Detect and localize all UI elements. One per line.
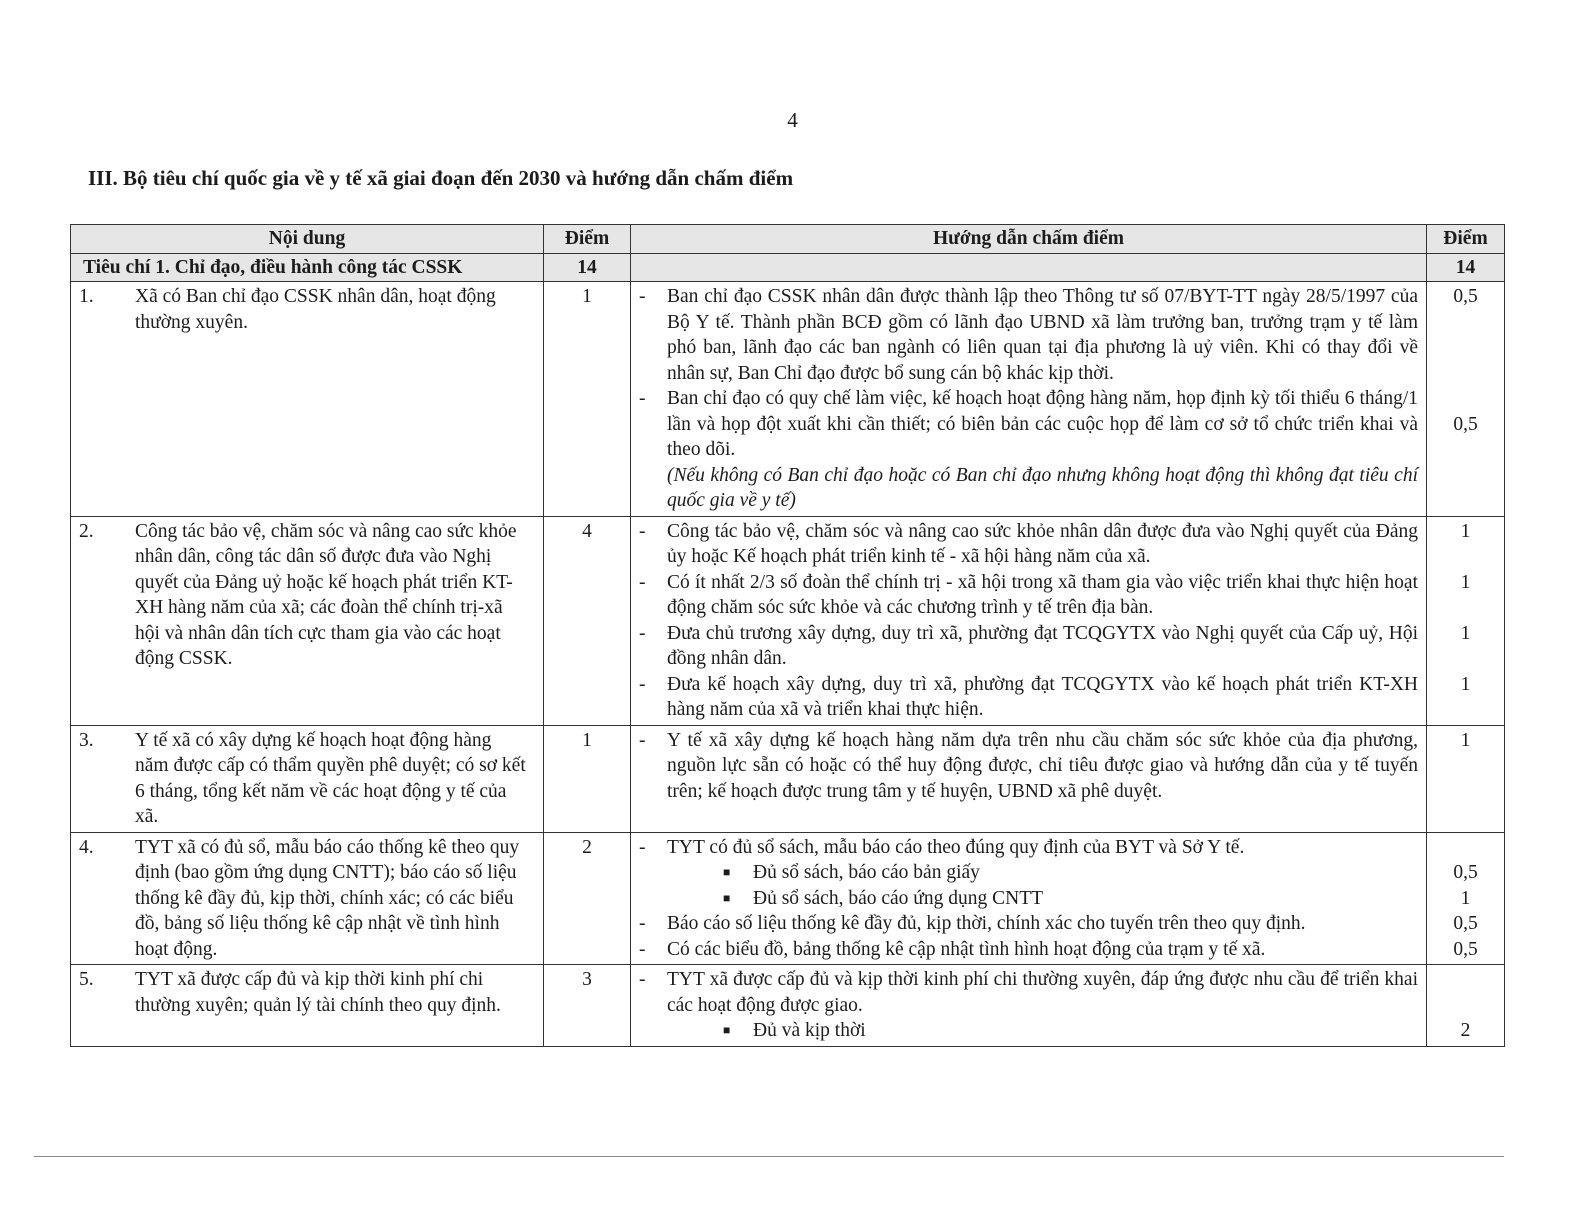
content-cell	[71, 516, 544, 725]
section-title: III. Bộ tiêu chí quốc gia về y tế xã giai đoạn đến 2030 và hướng dẫn chấm điểm	[88, 166, 794, 190]
item-text: Công tác bảo vệ, chăm sóc và nâng cao sức khỏe nhân dân, công tác dân số được đưa vào Nghị quyết của Đảng uỷ hoặc kế hoạch phát triển KT-XH hàng năm của xã; các đoàn thể chính trị-xã hội và nhân dân tích cực tham gia vào các hoạt động CSSK.	[135, 520, 517, 669]
guide-dash: -	[639, 969, 646, 990]
guide-sub-text: Đủ sổ sách, báo cáo bản giấy	[753, 862, 980, 883]
point-value	[1435, 967, 1496, 993]
guide-note: (Nếu không có Ban chỉ đạo hoặc có Ban chỉ đạo nhưng không hoạt động thì không đạt tiêu chí quốc gia về y tế)	[667, 464, 1418, 511]
point-value: 0,5	[1453, 413, 1478, 435]
item-text: Xã có Ban chỉ đạo CSSK nhân dân, hoạt động thường xuyên.	[135, 286, 496, 333]
guide-dash: -	[639, 622, 646, 644]
guide-item	[639, 570, 1418, 621]
content-item	[79, 728, 535, 830]
guide-item	[639, 672, 1418, 723]
guide-text: Công tác bảo vệ, chăm sóc và nâng cao sức khỏe nhân dân được đưa vào Nghị quyết của Đảng ủy hoặc Kế hoạch phát triển kinh tế - xã hội hàng năm của xã.	[667, 520, 1418, 567]
guide-item	[639, 835, 1418, 861]
guide-dash: -	[639, 520, 646, 542]
point-value: 1	[1460, 729, 1471, 751]
points-cell	[1427, 282, 1505, 517]
guide-item	[639, 728, 1418, 805]
guide-cell	[631, 832, 1427, 965]
guide-dash: -	[639, 571, 646, 593]
table-row	[71, 832, 1505, 965]
content-item	[79, 519, 535, 672]
point-value	[1435, 646, 1496, 672]
point-value: 0,5	[1453, 862, 1478, 883]
item-number: 4.	[79, 836, 94, 858]
item-number: 2.	[79, 520, 94, 542]
point-value: 1	[1460, 673, 1471, 695]
point-value	[1435, 310, 1496, 336]
table-row	[71, 725, 1505, 832]
point-value	[1435, 335, 1496, 361]
guide-dash: -	[639, 938, 646, 960]
point-value	[1435, 993, 1496, 1019]
table-row	[71, 516, 1505, 725]
point-value	[1435, 835, 1496, 861]
square-bullet-icon: ■	[723, 890, 731, 905]
guide-cell	[631, 516, 1427, 725]
point-value: 0,5	[1453, 938, 1478, 960]
point-value	[1435, 595, 1496, 621]
point-value	[1435, 361, 1496, 387]
item-number: 3.	[79, 729, 94, 751]
guide-item	[639, 967, 1418, 1018]
guide-sub-text: Đủ và kịp thời	[753, 1020, 866, 1041]
guide-text: Báo cáo số liệu thống kê đầy đủ, kịp thời, chính xác cho tuyến trên theo quy định.	[667, 913, 1306, 934]
criteria-table	[70, 224, 1505, 1047]
content-item	[79, 967, 535, 1018]
item-text: Y tế xã có xây dựng kế hoạch hoạt động hàng năm được cấp có thẩm quyền phê duyệt; có sơ kết 6 tháng, tổng kết năm về các hoạt động y tế của xã.	[135, 729, 526, 827]
guide-dash: -	[639, 286, 646, 307]
page-number: 4	[787, 108, 798, 132]
table-header-row	[71, 225, 1505, 254]
points-cell	[1427, 516, 1505, 725]
guide-dash: -	[639, 836, 646, 858]
score-cell: 4	[544, 516, 631, 725]
guide-item	[639, 386, 1418, 463]
content-cell	[71, 725, 544, 832]
header-guide-score: Điểm	[1427, 225, 1505, 254]
points-cell	[1427, 725, 1505, 832]
criterion-name: Tiêu chí 1. Chỉ đạo, điều hành công tác CSSK	[71, 253, 544, 282]
content-item	[79, 835, 535, 963]
content-cell	[71, 965, 544, 1047]
points-cell	[1427, 832, 1505, 965]
guide-item	[639, 284, 1418, 386]
header-guide: Hướng dẫn chấm điểm	[631, 225, 1427, 254]
guide-sub-text: Đủ sổ sách, báo cáo ứng dụng CNTT	[753, 887, 1044, 909]
item-number: 5.	[79, 969, 94, 990]
content-item	[79, 284, 535, 335]
guide-dash: -	[639, 673, 646, 695]
square-bullet-icon: ■	[723, 1023, 731, 1037]
item-text: TYT xã được cấp đủ và kịp thời kinh phí chi thường xuyên; quản lý tài chính theo quy định.	[135, 969, 501, 1016]
item-text: TYT xã có đủ sổ, mẫu báo cáo thống kê theo quy định (bao gồm ứng dụng CNTT); báo cáo số liệu thống kê đầy đủ, kịp thời, chính xác; có các biểu đồ, bảng số liệu thống kê cập nhật về tình hình hoạt động.	[135, 836, 520, 960]
guide-text: TYT xã được cấp đủ và kịp thời kinh phí chi thường xuyên, đáp ứng được nhu cầu để triển khai các hoạt động được giao.	[667, 969, 1418, 1016]
table-row	[71, 282, 1505, 517]
criterion-score: 14	[544, 253, 631, 282]
point-value: 1	[1460, 520, 1471, 542]
guide-text: Ban chỉ đạo có quy chế làm việc, kế hoạch hoạt động hàng năm, họp định kỳ tối thiểu 6 tháng/1 lần và họp đột xuất khi cần thiết; có biên bản các cuộc họp để làm cơ sở tổ chức triển khai và theo dõi.	[667, 388, 1418, 460]
points-cell	[1427, 965, 1505, 1047]
guide-dash: -	[639, 388, 646, 409]
guide-text: Đưa chủ trương xây dựng, duy trì xã, phường đạt TCQGYTX vào Nghị quyết của Cấp uỷ, Hội đồng nhân dân.	[667, 622, 1418, 669]
point-value	[1435, 386, 1496, 412]
guide-item	[639, 621, 1418, 672]
guide-text: Có ít nhất 2/3 số đoàn thể chính trị - xã hội trong xã tham gia vào việc triển khai thực hiện hoạt động chăm sóc sức khỏe và các chương trình y tế trên địa bàn.	[667, 571, 1418, 618]
score-cell: 1	[544, 725, 631, 832]
guide-sub-item	[639, 860, 1418, 886]
guide-dash: -	[639, 729, 646, 751]
point-value	[1435, 544, 1496, 570]
guide-cell	[631, 965, 1427, 1047]
point-value: 1	[1460, 571, 1471, 593]
criterion-guide-score: 14	[1427, 253, 1505, 282]
guide-dash: -	[639, 913, 646, 934]
point-value: 0,5	[1453, 913, 1478, 934]
table-row	[71, 965, 1505, 1047]
guide-sub-item	[639, 886, 1418, 912]
guide-cell	[631, 725, 1427, 832]
score-cell: 1	[544, 282, 631, 517]
guide-text: Đưa kế hoạch xây dựng, duy trì xã, phường đạt TCQGYTX vào kế hoạch phát triển KT-XH hàng năm của xã và triển khai thực hiện.	[667, 673, 1418, 720]
score-cell: 3	[544, 965, 631, 1047]
content-cell	[71, 282, 544, 517]
point-value: 2	[1460, 1020, 1471, 1041]
criterion-guide-blank	[631, 253, 1427, 282]
content-cell	[71, 832, 544, 965]
header-content: Nội dung	[71, 225, 544, 254]
square-bullet-icon: ■	[723, 865, 731, 879]
bottom-rule	[34, 1156, 1504, 1157]
guide-text: Có các biểu đồ, bảng thống kê cập nhật tình hình hoạt động của trạm y tế xã.	[667, 938, 1266, 960]
item-number: 1.	[79, 286, 94, 307]
guide-cell	[631, 282, 1427, 517]
guide-sub-item	[639, 1018, 1418, 1044]
point-value: 1	[1460, 887, 1471, 909]
guide-item	[639, 519, 1418, 570]
criterion-row	[71, 253, 1505, 282]
score-cell: 2	[544, 832, 631, 965]
header-score: Điểm	[544, 225, 631, 254]
point-value: 1	[1460, 622, 1471, 644]
point-value: 0,5	[1453, 286, 1478, 307]
guide-text: TYT có đủ sổ sách, mẫu báo cáo theo đúng quy định của BYT và Sở Y tế.	[667, 836, 1245, 858]
guide-text: Ban chỉ đạo CSSK nhân dân được thành lập theo Thông tư số 07/BYT-TT ngày 28/5/1997 của Bộ Y tế. Thành phần BCĐ gồm có lãnh đạo UBND xã làm trưởng ban, trưởng trạm y tế làm phó ban, lãnh đạo các ban ngành có liên quan tại địa phương là uỷ viên. Khi có thay đổi về nhân sự, Ban Chỉ đạo được bổ sung cán bộ khác kịp thời.	[667, 286, 1418, 384]
guide-item	[639, 911, 1418, 937]
guide-text: Y tế xã xây dựng kế hoạch hàng năm dựa trên nhu cầu chăm sóc sức khỏe của địa phương, nguồn lực sẵn có hoặc có thể huy động được, chỉ tiêu được giao và hướng dẫn của y tế tuyến trên; kế hoạch được trung tâm y tế huyện, UBND xã phê duyệt.	[667, 729, 1418, 802]
guide-item	[639, 937, 1418, 963]
